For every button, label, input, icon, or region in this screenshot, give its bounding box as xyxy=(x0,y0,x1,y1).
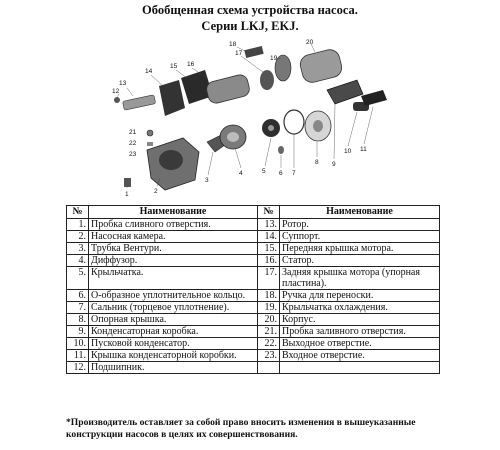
table-row xyxy=(67,362,440,374)
table-row xyxy=(67,219,440,231)
callout-17: 17 xyxy=(235,50,243,57)
header-name-left: Наименование xyxy=(89,206,258,219)
callout-4: 4 xyxy=(239,170,243,177)
table-row xyxy=(67,255,440,267)
callout-5: 5 xyxy=(262,168,266,175)
part-name: Сальник (торцевое уплотнение). xyxy=(89,302,258,314)
part-name: Пробка заливного отверстия. xyxy=(280,326,440,338)
table-row xyxy=(67,350,440,362)
part-number: 6. xyxy=(67,290,89,302)
drain-plug-part xyxy=(124,178,131,187)
callout-18: 18 xyxy=(229,41,237,48)
part-number: 1. xyxy=(67,219,89,231)
support-part xyxy=(159,80,185,116)
rear-cover-part xyxy=(260,70,274,90)
part-number: 8. xyxy=(67,314,89,326)
part-number: 10. xyxy=(67,338,89,350)
callout-10: 10 xyxy=(344,148,352,155)
table-row xyxy=(67,231,440,243)
callout-21: 21 xyxy=(129,129,137,136)
part-name: Пробка сливного отверстия. xyxy=(89,219,258,231)
callout-12: 12 xyxy=(112,88,120,95)
part-name: Трубка Вентури. xyxy=(89,243,258,255)
part-number: 23. xyxy=(258,350,280,362)
callout-8: 8 xyxy=(315,159,319,166)
table-row xyxy=(67,314,440,326)
part-name: Пусковой конденсатор. xyxy=(89,338,258,350)
handle-part xyxy=(244,46,263,58)
rotor-part xyxy=(123,95,156,110)
callout-9: 9 xyxy=(332,161,336,168)
callout-11: 11 xyxy=(360,146,367,153)
part-number: 15. xyxy=(258,243,280,255)
document-title: Обобщенная схема устройства насоса. xyxy=(142,3,358,17)
bearing-part xyxy=(114,97,120,103)
callout-22: 22 xyxy=(129,140,137,147)
callout-2: 2 xyxy=(154,188,158,195)
part-name: Статор. xyxy=(280,255,440,267)
part-name: Конденсаторная коробка. xyxy=(89,326,258,338)
callout-15: 15 xyxy=(170,63,178,70)
housing-part xyxy=(298,48,344,85)
part-name: Передняя крышка мотора. xyxy=(280,243,440,255)
seal-part xyxy=(278,146,284,154)
part-name: Выходное отверстие. xyxy=(280,338,440,350)
part-name: О-образное уплотнительное кольцо. xyxy=(89,290,258,302)
header-number-left: № xyxy=(67,206,89,219)
callout-19: 19 xyxy=(270,55,278,62)
part-name: Крыльчатка охлаждения. xyxy=(280,302,440,314)
table-row xyxy=(67,326,440,338)
table-row xyxy=(67,243,440,255)
part-number: 11. xyxy=(67,350,89,362)
table-row xyxy=(67,302,440,314)
part-number: 21. xyxy=(258,326,280,338)
part-number: 7. xyxy=(67,302,89,314)
table-row xyxy=(67,267,440,290)
disclaimer-note: *Производитель оставляет за собой право вносить изменения в вышеуказанные конструкции насосов в целях их совершенствования. xyxy=(66,417,416,440)
part-number: 13. xyxy=(258,219,280,231)
part-name: Задняя крышка мотора (упорная пластина). xyxy=(280,267,440,290)
callout-7: 7 xyxy=(292,170,296,177)
part-number: 18. xyxy=(258,290,280,302)
part-number: 12. xyxy=(67,362,89,374)
part-number: 4. xyxy=(67,255,89,267)
part-number: 14. xyxy=(258,231,280,243)
part-number: 16. xyxy=(258,255,280,267)
header-name-right: Наименование xyxy=(280,206,440,219)
part-name: Крышка конденсаторной коробки. xyxy=(89,350,258,362)
header-number-right: № xyxy=(258,206,280,219)
document-subtitle: Серии LKJ, EKJ. xyxy=(201,19,299,33)
part-name: Крыльчатка. xyxy=(89,267,258,290)
callout-13: 13 xyxy=(119,80,127,87)
part-name: Суппорт. xyxy=(280,231,440,243)
callout-20: 20 xyxy=(306,39,314,46)
part-name: Подшипник. xyxy=(89,362,258,374)
part-number: 20. xyxy=(258,314,280,326)
part-number: 3. xyxy=(67,243,89,255)
part-number: 17. xyxy=(258,267,280,290)
callout-14: 14 xyxy=(145,68,153,75)
part-number: 2. xyxy=(67,231,89,243)
part-name: Корпус. xyxy=(280,314,440,326)
part-name: Опорная крышка. xyxy=(89,314,258,326)
part-name: Насосная камера. xyxy=(89,231,258,243)
table-row xyxy=(67,290,440,302)
part-number: 5. xyxy=(67,267,89,290)
part-number xyxy=(258,362,280,374)
part-name: Ручка для переноски. xyxy=(280,290,440,302)
callout-6: 6 xyxy=(279,170,283,177)
parts-table xyxy=(66,205,440,374)
filler-plug-part xyxy=(147,130,153,136)
callout-23: 23 xyxy=(129,151,137,158)
parts-table-header xyxy=(67,206,440,219)
part-name: Входное отверстие. xyxy=(280,350,440,362)
capacitor-cover-part xyxy=(361,90,387,106)
exploded-pump-diagram xyxy=(95,38,395,198)
table-row xyxy=(67,338,440,350)
part-name xyxy=(280,362,440,374)
callout-1: 1 xyxy=(125,191,129,198)
callout-3: 3 xyxy=(205,177,209,184)
part-number: 22. xyxy=(258,338,280,350)
part-number: 9. xyxy=(67,326,89,338)
capacitor-box-part xyxy=(327,80,363,104)
part-name: Ротор. xyxy=(280,219,440,231)
stator-part xyxy=(205,73,251,105)
o-ring-part xyxy=(284,110,304,134)
part-number: 19. xyxy=(258,302,280,314)
callout-16: 16 xyxy=(187,61,195,68)
part-name: Диффузор. xyxy=(89,255,258,267)
